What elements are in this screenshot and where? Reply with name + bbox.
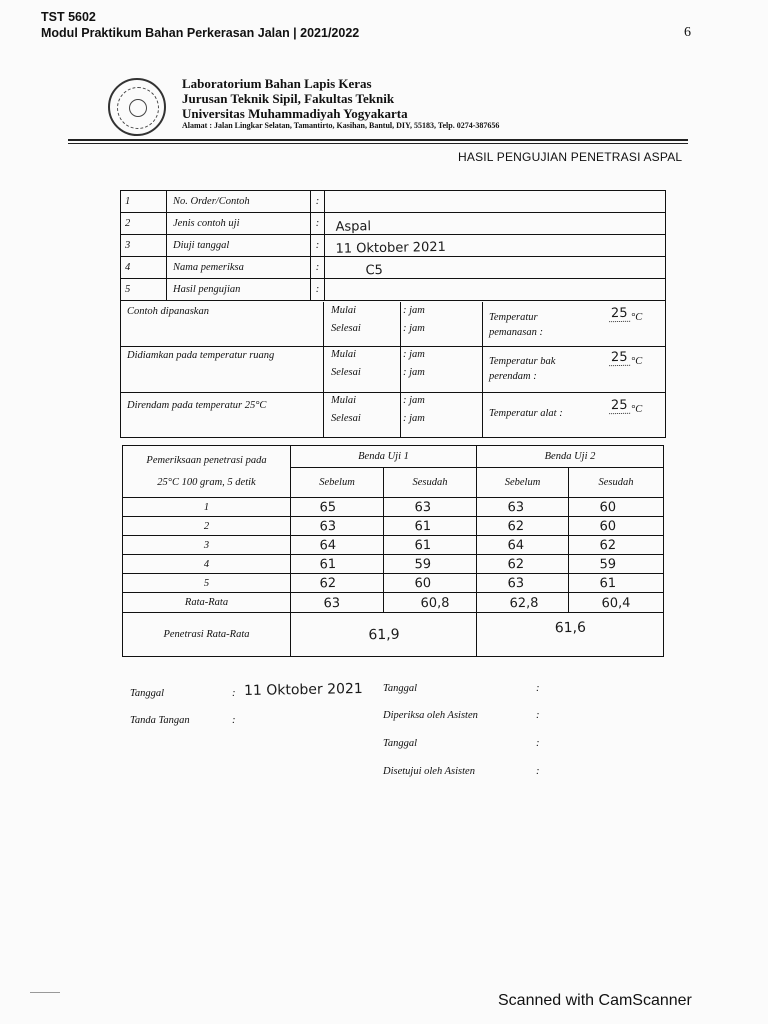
condition-divider bbox=[482, 346, 483, 392]
specimen-1-before: 63 bbox=[290, 516, 383, 537]
penetration-row bbox=[123, 574, 664, 593]
reading-number: 4 bbox=[123, 555, 291, 574]
signature-left-label: Tanggal bbox=[130, 688, 165, 699]
info-row-label: Diuji tanggal bbox=[167, 235, 311, 257]
specimen-1-after: 59 bbox=[383, 554, 476, 575]
temperature-unit: °C bbox=[631, 404, 643, 415]
specimen-1-overall-average: 61,9 bbox=[290, 611, 477, 658]
lab-address: Alamat : Jalan Lingkar Selatan, Tamantirto, Kasihan, Bantul, DIY, 55183, Telp. 0274-387656 bbox=[182, 121, 500, 130]
start-label: Mulai bbox=[331, 305, 357, 316]
reading-number: 2 bbox=[123, 517, 291, 536]
penetration-table bbox=[122, 445, 664, 657]
reading-number: 5 bbox=[123, 574, 291, 593]
average-row bbox=[123, 593, 664, 613]
test-date-handwritten: 11 Oktober 2021 bbox=[243, 680, 363, 700]
module-title: Modul Praktikum Bahan Perkerasan Jalan | 2021/2022 bbox=[41, 26, 360, 40]
info-row-number: 2 bbox=[121, 213, 167, 235]
end-time: : jam bbox=[403, 323, 425, 334]
university-name: Universitas Muhammadiyah Yogyakarta bbox=[182, 106, 408, 121]
temperature-unit: °C bbox=[631, 312, 643, 323]
condition-divider bbox=[400, 346, 401, 392]
penetration-header bbox=[123, 446, 291, 498]
reading-number: 1 bbox=[123, 498, 291, 517]
specimen-2-before: 64 bbox=[476, 535, 568, 556]
signature-left-colon: : bbox=[232, 715, 236, 726]
condition-label: Contoh dipanaskan bbox=[127, 306, 209, 317]
condition-divider bbox=[323, 302, 324, 346]
info-row-label: Nama pemeriksa bbox=[167, 257, 311, 279]
penetration-row bbox=[123, 517, 664, 536]
specimen-2-after-average: 60,4 bbox=[568, 592, 663, 614]
overall-average-row bbox=[123, 613, 664, 657]
info-row-value: 11 Oktober 2021 bbox=[324, 232, 665, 260]
info-row-value: Aspal bbox=[324, 210, 665, 238]
document-title: HASIL PENGUJIAN PENETRASI ASPAL bbox=[458, 150, 683, 164]
specimen-1-after: 61 bbox=[383, 535, 476, 556]
info-row-colon: : bbox=[311, 257, 325, 279]
lab-name: Laboratorium Bahan Lapis Keras bbox=[182, 76, 372, 91]
letterhead-rule-thin bbox=[68, 143, 688, 144]
specimen-1-before: 65 bbox=[290, 497, 383, 518]
specimen-2-after: 61 bbox=[568, 573, 663, 594]
temperature-value: 25 bbox=[609, 306, 630, 322]
specimen-1-before-average: 63 bbox=[290, 592, 383, 614]
start-time: : jam bbox=[403, 305, 425, 316]
end-time: : jam bbox=[403, 413, 425, 424]
university-seal-icon bbox=[108, 78, 166, 136]
specimen-2-overall-average: 61,6 bbox=[476, 611, 664, 658]
signature-left-colon: : bbox=[232, 688, 236, 699]
info-row-number: 3 bbox=[121, 235, 167, 257]
info-row-label: Jenis contoh uji bbox=[167, 213, 311, 235]
signature-right-colon: : bbox=[536, 738, 540, 749]
specimen-1-after: 60 bbox=[383, 573, 476, 594]
specimen-1-after: 63 bbox=[383, 497, 476, 518]
info-row-value: C5 bbox=[324, 254, 665, 282]
specimen-2-after: 60 bbox=[568, 497, 663, 518]
condition-label: Didiamkan pada temperatur ruang bbox=[127, 350, 275, 361]
scan-mark bbox=[30, 992, 60, 993]
temperature-unit: °C bbox=[631, 356, 643, 367]
specimen-2-after: 62 bbox=[568, 535, 663, 556]
end-label: Selesai bbox=[331, 367, 361, 378]
info-row bbox=[121, 191, 666, 213]
after-header: Sesudah bbox=[384, 468, 477, 498]
test-info-table bbox=[120, 190, 666, 301]
after-header: Sesudah bbox=[569, 468, 664, 498]
specimen-2-before-average: 62,8 bbox=[476, 592, 568, 614]
info-row bbox=[121, 235, 666, 257]
penetration-header-row bbox=[123, 446, 664, 468]
start-label: Mulai bbox=[331, 349, 357, 360]
temperature-value: 25 bbox=[609, 398, 630, 414]
condition-row bbox=[121, 302, 665, 347]
signature-right-label: Tanggal bbox=[383, 738, 418, 749]
signature-right-colon: : bbox=[536, 710, 540, 721]
info-row-colon: : bbox=[311, 279, 325, 301]
overall-average-label: Penetrasi Rata-Rata bbox=[123, 613, 291, 657]
specimen-1-header: Benda Uji 1 bbox=[291, 446, 477, 468]
info-row-number: 5 bbox=[121, 279, 167, 301]
info-row bbox=[121, 279, 666, 301]
signature-right-label: Diperiksa oleh Asisten bbox=[383, 710, 478, 721]
condition-row bbox=[121, 392, 665, 438]
condition-divider bbox=[400, 392, 401, 438]
info-row-label: Hasil pengujian bbox=[167, 279, 311, 301]
start-time: : jam bbox=[403, 349, 425, 360]
average-label: Rata-Rata bbox=[123, 593, 291, 613]
condition-label: Direndam pada temperatur 25°C bbox=[127, 400, 267, 411]
penetration-row bbox=[123, 498, 664, 517]
info-row-colon: : bbox=[311, 235, 325, 257]
condition-divider bbox=[400, 302, 401, 346]
condition-divider bbox=[323, 392, 324, 438]
specimen-1-before: 62 bbox=[290, 573, 383, 594]
letterhead-rule bbox=[68, 139, 688, 141]
signature-right-colon: : bbox=[536, 766, 540, 777]
start-label: Mulai bbox=[331, 395, 357, 406]
before-header: Sebelum bbox=[291, 468, 384, 498]
start-time: : jam bbox=[403, 395, 425, 406]
info-row-colon: : bbox=[311, 213, 325, 235]
specimen-1-after: 61 bbox=[383, 516, 476, 537]
specimen-2-after: 60 bbox=[568, 516, 663, 537]
course-code: TST 5602 bbox=[41, 10, 96, 24]
penetration-row bbox=[123, 536, 664, 555]
specimen-1-before: 61 bbox=[290, 554, 383, 575]
signature-right-label: Disetujui oleh Asisten bbox=[383, 766, 475, 777]
temperature-label: Temperatur bak perendam : bbox=[489, 356, 556, 382]
end-label: Selesai bbox=[331, 323, 361, 334]
reading-number: 3 bbox=[123, 536, 291, 555]
specimen-2-before: 62 bbox=[476, 554, 568, 575]
temperature-label: Temperatur alat : bbox=[489, 408, 563, 419]
camscanner-watermark: Scanned with CamScanner bbox=[498, 992, 692, 1009]
specimen-2-before: 62 bbox=[476, 516, 568, 537]
info-row bbox=[121, 257, 666, 279]
penetration-header-line1: Pemeriksaan penetrasi pada bbox=[146, 454, 267, 466]
info-row bbox=[121, 213, 666, 235]
signature-left-label: Tanda Tangan bbox=[130, 715, 190, 726]
end-time: : jam bbox=[403, 367, 425, 378]
info-row-number: 4 bbox=[121, 257, 167, 279]
penetration-header-line2: 25°C 100 gram, 5 detik bbox=[157, 476, 256, 488]
end-label: Selesai bbox=[331, 413, 361, 424]
department-name: Jurusan Teknik Sipil, Fakultas Teknik bbox=[182, 91, 395, 106]
specimen-2-before: 63 bbox=[476, 573, 568, 594]
info-row-label: No. Order/Contoh bbox=[167, 191, 311, 213]
before-header: Sebelum bbox=[477, 468, 569, 498]
penetration-row bbox=[123, 555, 664, 574]
condition-divider bbox=[323, 346, 324, 392]
specimen-1-before: 64 bbox=[290, 535, 383, 556]
condition-divider bbox=[482, 392, 483, 438]
specimen-2-before: 63 bbox=[476, 497, 568, 518]
specimen-2-header: Benda Uji 2 bbox=[477, 446, 664, 468]
info-row-number: 1 bbox=[121, 191, 167, 213]
specimen-1-after-average: 60,8 bbox=[383, 592, 476, 614]
temperature-label: Temperatur pemanasan : bbox=[489, 312, 543, 338]
specimen-2-after: 59 bbox=[568, 554, 663, 575]
signature-right-label: Tanggal bbox=[383, 683, 418, 694]
condition-row bbox=[121, 346, 665, 393]
temperature-value: 25 bbox=[609, 350, 630, 366]
page-number: 6 bbox=[684, 25, 691, 40]
condition-divider bbox=[482, 302, 483, 346]
signature-right-colon: : bbox=[536, 683, 540, 694]
test-info-box bbox=[120, 190, 666, 438]
info-row-colon: : bbox=[311, 191, 325, 213]
